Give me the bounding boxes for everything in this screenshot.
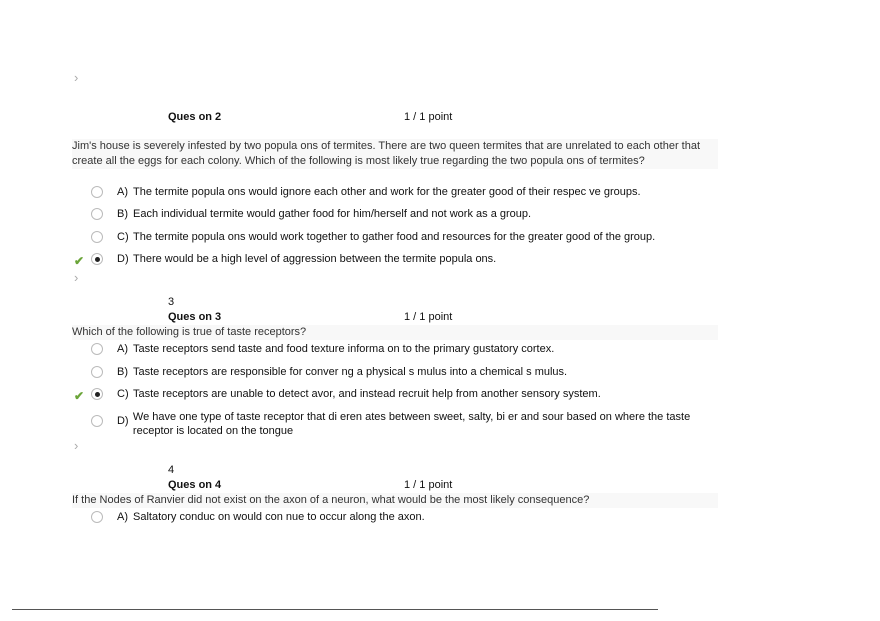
option-letter: A) bbox=[117, 186, 128, 198]
option-text: The termite popula ons would ignore each other and work for the greater good of their respec ve groups. bbox=[133, 186, 641, 198]
chevron-right-icon[interactable]: › bbox=[74, 438, 79, 453]
radio-button-selected[interactable] bbox=[91, 388, 103, 400]
option-text: Taste receptors are responsible for conver ng a physical s mulus into a chemical s mulus. bbox=[133, 366, 568, 378]
option-letter: D) bbox=[117, 253, 129, 265]
question-3-option-b[interactable] bbox=[91, 366, 567, 378]
option-letter: D) bbox=[116, 415, 129, 427]
question-3-option-d[interactable] bbox=[91, 410, 711, 438]
question-3-points: 1 / 1 point bbox=[404, 311, 453, 323]
check-icon: ✔ bbox=[74, 389, 85, 403]
option-text: Taste receptors send taste and food texture informa on to the primary gustatory cortex. bbox=[133, 343, 555, 355]
option-letter: B) bbox=[117, 366, 128, 378]
question-2-option-a[interactable] bbox=[91, 186, 641, 198]
chevron-right-icon[interactable]: › bbox=[74, 70, 79, 85]
question-2-title: Ques on 2 bbox=[168, 111, 222, 123]
radio-button[interactable] bbox=[91, 511, 103, 523]
question-4-text: If the Nodes of Ranvier did not exist on the axon of a neuron, what would be the most likely consequence? bbox=[72, 493, 718, 508]
radio-button[interactable] bbox=[91, 208, 103, 220]
option-letter: B) bbox=[117, 208, 128, 220]
question-4-option-a[interactable] bbox=[91, 511, 425, 523]
question-3-number: 3 bbox=[168, 296, 175, 308]
question-2-option-c[interactable] bbox=[91, 231, 655, 243]
radio-button-selected[interactable] bbox=[91, 253, 103, 265]
question-2-option-b[interactable] bbox=[91, 208, 531, 220]
radio-button[interactable] bbox=[91, 343, 103, 355]
question-4-points: 1 / 1 point bbox=[404, 479, 453, 491]
question-4-number: 4 bbox=[168, 464, 175, 476]
radio-button[interactable] bbox=[91, 186, 103, 198]
question-3-option-a[interactable] bbox=[91, 343, 554, 355]
question-2-option-d[interactable] bbox=[91, 253, 496, 265]
question-3-option-c[interactable] bbox=[91, 388, 601, 400]
question-2-points: 1 / 1 point bbox=[404, 111, 453, 123]
radio-button[interactable] bbox=[91, 415, 103, 427]
option-letter: C) bbox=[117, 388, 129, 400]
radio-button[interactable] bbox=[91, 231, 103, 243]
check-icon: ✔ bbox=[74, 254, 85, 268]
footer-divider bbox=[12, 609, 658, 610]
option-text: Each individual termite would gather food for him/herself and not work as a group. bbox=[133, 208, 532, 220]
option-letter: A) bbox=[117, 343, 128, 355]
option-letter: A) bbox=[117, 511, 128, 523]
option-text: Taste receptors are unable to detect avor, and instead recruit help from another sensory system. bbox=[133, 388, 601, 400]
question-3-title: Ques on 3 bbox=[168, 311, 222, 323]
question-4-title: Ques on 4 bbox=[168, 479, 222, 491]
question-3-text: Which of the following is true of taste receptors? bbox=[72, 325, 718, 340]
option-text: Saltatory conduc on would con nue to occur along the axon. bbox=[133, 511, 425, 523]
option-text: The termite popula ons would work together to gather food and resources for the greater good of the group. bbox=[133, 231, 656, 243]
chevron-right-icon[interactable]: › bbox=[74, 270, 79, 285]
radio-button[interactable] bbox=[91, 366, 103, 378]
option-letter: C) bbox=[117, 231, 129, 243]
option-text: We have one type of taste receptor that di eren ates between sweet, salty, bi er and sour based on where the taste receptor is located on the tongue bbox=[132, 411, 691, 437]
option-text: There would be a high level of aggression between the termite popula ons. bbox=[133, 253, 497, 265]
question-2-text: Jim's house is severely infested by two popula ons of termites. There are two queen termites that are unrelated to each other that create all the eggs for each colony. Which of the following is most likely true regarding the two popula ons of termites? bbox=[72, 139, 718, 169]
